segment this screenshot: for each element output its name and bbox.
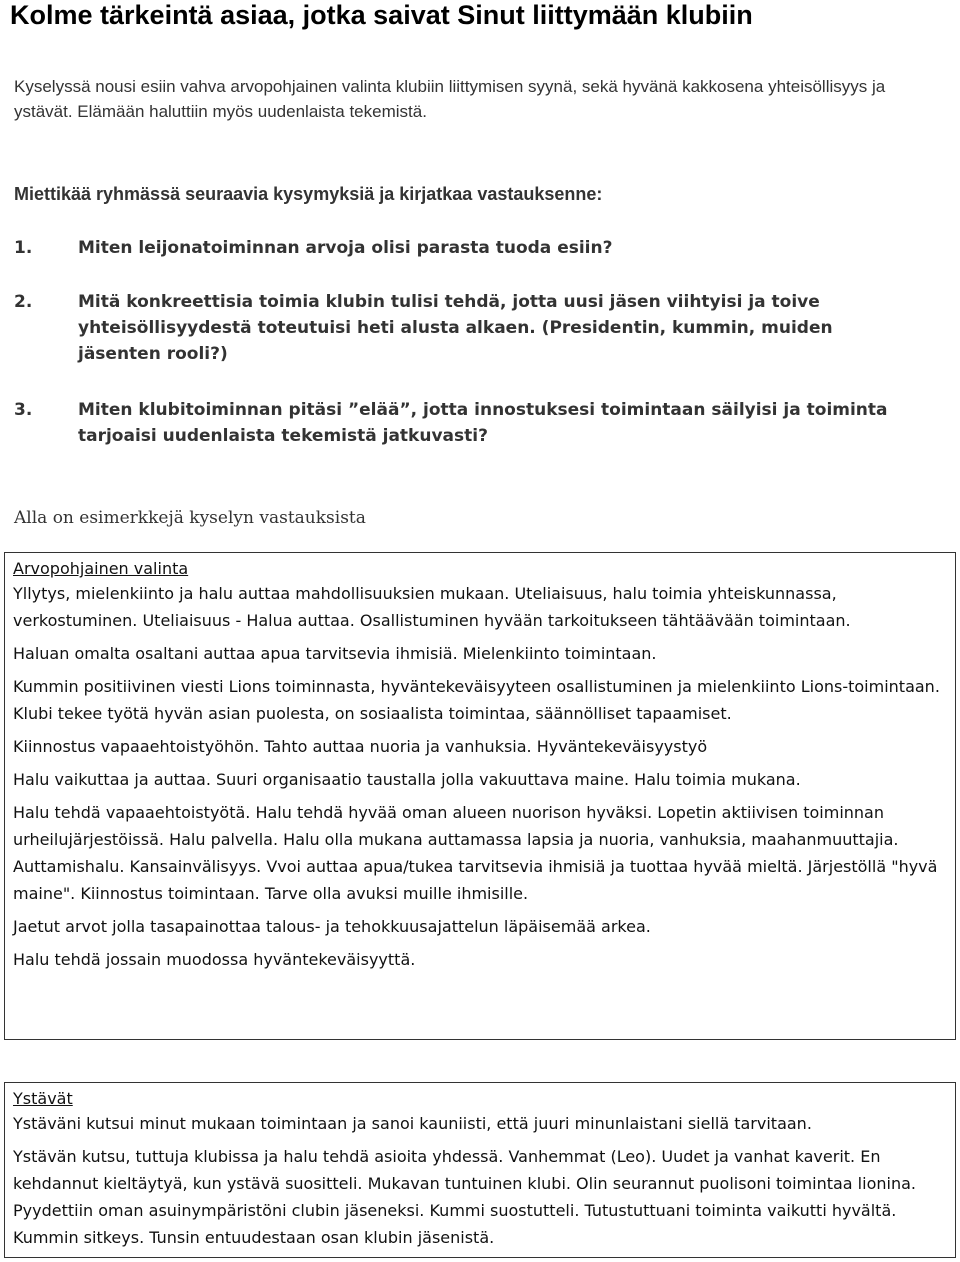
intro-paragraph: Kyselyssä nousi esiin vahva arvopohjainen valinta klubiin liittymisen syynä, sekä hyvänä kakkosena yhteisöllisyys ja ystävät. Elämään haluttiin myös uudenlaista tekemistä. (14, 77, 886, 121)
answer-paragraph: Kiinnostus vapaaehtoistyöhön. Tahto auttaa nuoria ja vanhuksia. Hyväntekeväisyystyö (13, 737, 708, 756)
question-item (14, 289, 904, 367)
answer-paragraph: Kummin positiivinen viesti Lions toiminnasta, hyväntekeväisyyteen osallistuminen ja mielenkiinto Lions-toimintaan. Klubi tekee työtä hyvän asian puolesta, on sosiaalista toimintaa, säännölliset tapaamiset. (13, 677, 940, 723)
question-text: Mitä konkreettisia toimia klubin tulisi tehdä, jotta uusi jäsen viihtyisi ja toive yhteisöllisyydestä toteutuisi heti alusta alkaen. (Presidentin, kummin, muiden jäsenten rooli?) (78, 292, 833, 364)
answer-paragraph: Ystäväni kutsui minut mukaan toimintaan ja sanoi kauniisti, että juuri minunlaistani siellä tarvitaan. (13, 1114, 812, 1133)
question-text: Miten klubitoiminnan pitäsi ”elää”, jotta innostuksesi toimintaan säilyisi ja toiminta tarjoaisi uudenlaista tekemistä jatkuvasti? (78, 400, 888, 446)
page-title: Kolme tärkeintä asiaa, jotka saivat Sinut liittymään klubiin (10, 0, 753, 30)
question-number: 3. (14, 400, 33, 420)
answer-paragraph: Jaetut arvot jolla tasapainottaa talous- ja tehokkuusajattelun läpäisemää arkea. (13, 917, 651, 936)
question-number: 2. (14, 292, 33, 312)
answer-paragraph: Halu vaikuttaa ja auttaa. Suuri organisaatio taustalla jolla vakuuttava maine. Halu toimia mukana. (13, 770, 801, 789)
answer-paragraph: Haluan omalta osaltani auttaa apua tarvitsevia ihmisiä. Mielenkiinto toimintaan. (13, 644, 657, 663)
answers-box-values (4, 552, 956, 1040)
answer-paragraph: Halu tehdä vapaaehtoistyötä. Halu tehdä hyvää oman alueen nuorison hyväksi. Lopetin aktiivisen toiminnan urheilujärjestöissä. Halu palvella. Halu olla mukana auttamassa lapsia ja nuoria, vanhuksia, maahanmuuttajia. Auttamishalu. Kansainvälisyys. Vvoi auttaa apua/tukea tarvitsevia ihmisiä ja tuottaa hyvää mieltä. Järjestöllä "hyvä maine". Kiinnostus toimintaan. Tarve olla avuksi muille ihmisille. (13, 803, 938, 903)
question-number: 1. (14, 238, 33, 258)
examples-intro: Alla on esimerkkejä kyselyn vastauksista (14, 508, 366, 528)
instruction-text: Miettikää ryhmässä seuraavia kysymyksiä ja kirjatkaa vastauksenne: (14, 184, 603, 204)
answer-paragraph: Yllytys, mielenkiinto ja halu auttaa mahdollisuuksien mukaan. Uteliaisuus, halu toimia yhteiskunnassa, verkostuminen. Uteliaisuus - Halua auttaa. Osallistuminen hyvään tarkoitukseen tähtäävään toimintaan. (13, 584, 851, 630)
question-item (14, 235, 904, 261)
answers-box-friends (4, 1082, 956, 1258)
answer-paragraph: Halu tehdä jossain muodossa hyväntekeväisyyttä. (13, 950, 416, 969)
question-text: Miten leijonatoiminnan arvoja olisi parasta tuoda esiin? (78, 238, 613, 258)
answer-paragraph: Ystävän kutsu, tuttuja klubissa ja halu tehdä asioita yhdessä. Vanhemmat (Leo). Uudet ja vanhat kaverit. En kehdannut kieltäytyä, kun ystävä suositteli. Mukavan tuntuinen klubi. Olin seurannut puolisoni toimintaa lionina. Pyydettiin oman asuinympäristöni clubin jäseneksi. Kummi suostutteli. Tutustuttuani toiminta vaikutti hyvältä. Kummin sitkeys. Tunsin entuudestaan osan klubin jäsenistä. (13, 1147, 916, 1247)
section-title: Arvopohjainen valinta (13, 559, 189, 578)
section-title: Ystävät (13, 1089, 73, 1108)
question-item (14, 397, 904, 449)
